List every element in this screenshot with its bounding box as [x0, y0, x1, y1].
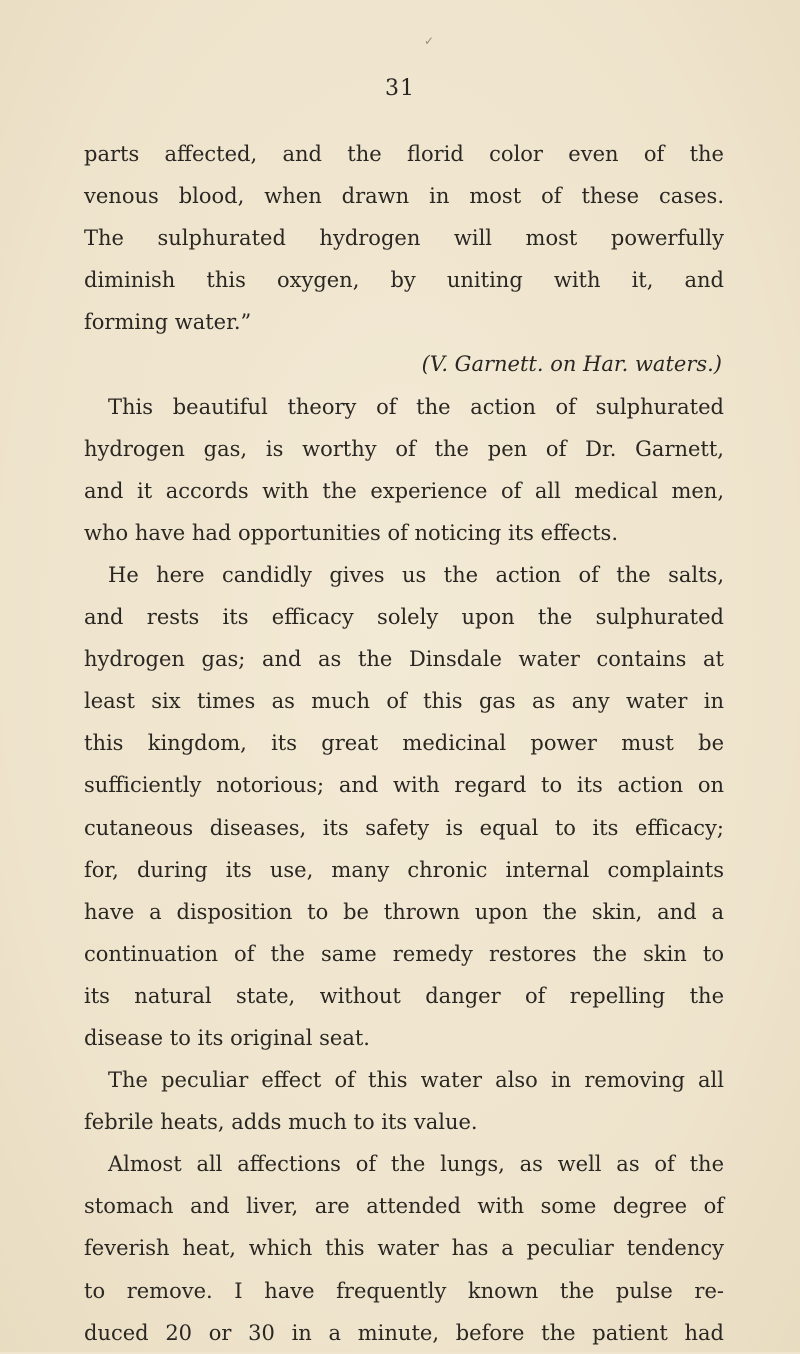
text-line: febrile heats, adds much to its value. — [84, 1110, 478, 1135]
text-line: who have had opportunities of noticing its effects. — [84, 520, 619, 545]
text-line: hydrogen gas, is worthy of the pen of Dr. Garnett, — [84, 436, 724, 461]
text-line: least six times as much of this gas as any water in — [84, 689, 724, 714]
text-line: He here candidly gives us the action of the salts, — [108, 562, 724, 587]
page-number: 31 — [385, 76, 415, 101]
text-line: cutaneous diseases, its safety is equal to its efficacy; — [84, 815, 724, 840]
text-line: and rests its efficacy solely upon the sulphurated — [84, 605, 724, 630]
text-line: The peculiar effect of this water also in removing all — [108, 1068, 724, 1093]
text-line: stomach and liver, are attended with some degree of — [84, 1194, 724, 1219]
text-line: feverish heat, which this water has a peculiar tendency — [84, 1236, 724, 1261]
text-line: parts affected, and the florid color even of the — [84, 142, 724, 166]
text-line: venous blood, when drawn in most of these cases. — [84, 184, 724, 209]
body-text — [84, 133, 724, 1354]
citation: (V. Garnett. on Har. waters.) — [421, 352, 722, 377]
text-line: continuation of the same remedy restores the skin to — [84, 941, 724, 966]
text-line: this kingdom, its great medicinal power must be — [84, 731, 724, 756]
text-line: diminish this oxygen, by uniting with it, and — [84, 268, 724, 293]
text-line: disease to its original seat. — [84, 1025, 370, 1050]
text-line: hydrogen gas; and as the Dinsdale water contains at — [84, 647, 724, 672]
text-line: forming water.” — [84, 310, 252, 335]
text-line: duced 20 or 30 in a minute, before the patient had — [84, 1320, 724, 1345]
text-line: its natural state, without danger of repelling the — [84, 983, 724, 1008]
text-line: and it accords with the experience of all medical men, — [84, 478, 724, 503]
text-line: The sulphurated hydrogen will most powerfully — [84, 226, 724, 251]
text-line: sufficiently notorious; and with regard to its action on — [84, 773, 724, 798]
text-line: have a disposition to be thrown upon the skin, and a — [84, 899, 724, 924]
ink-mark: ✓ — [424, 34, 435, 48]
text-line: Almost all affections of the lungs, as well as of the — [108, 1152, 724, 1177]
text-line: for, during its use, many chronic internal complaints — [84, 857, 724, 882]
text-line: to remove. I have frequently known the pulse re- — [84, 1278, 724, 1303]
text-line: This beautiful theory of the action of sulphurated — [108, 394, 724, 419]
